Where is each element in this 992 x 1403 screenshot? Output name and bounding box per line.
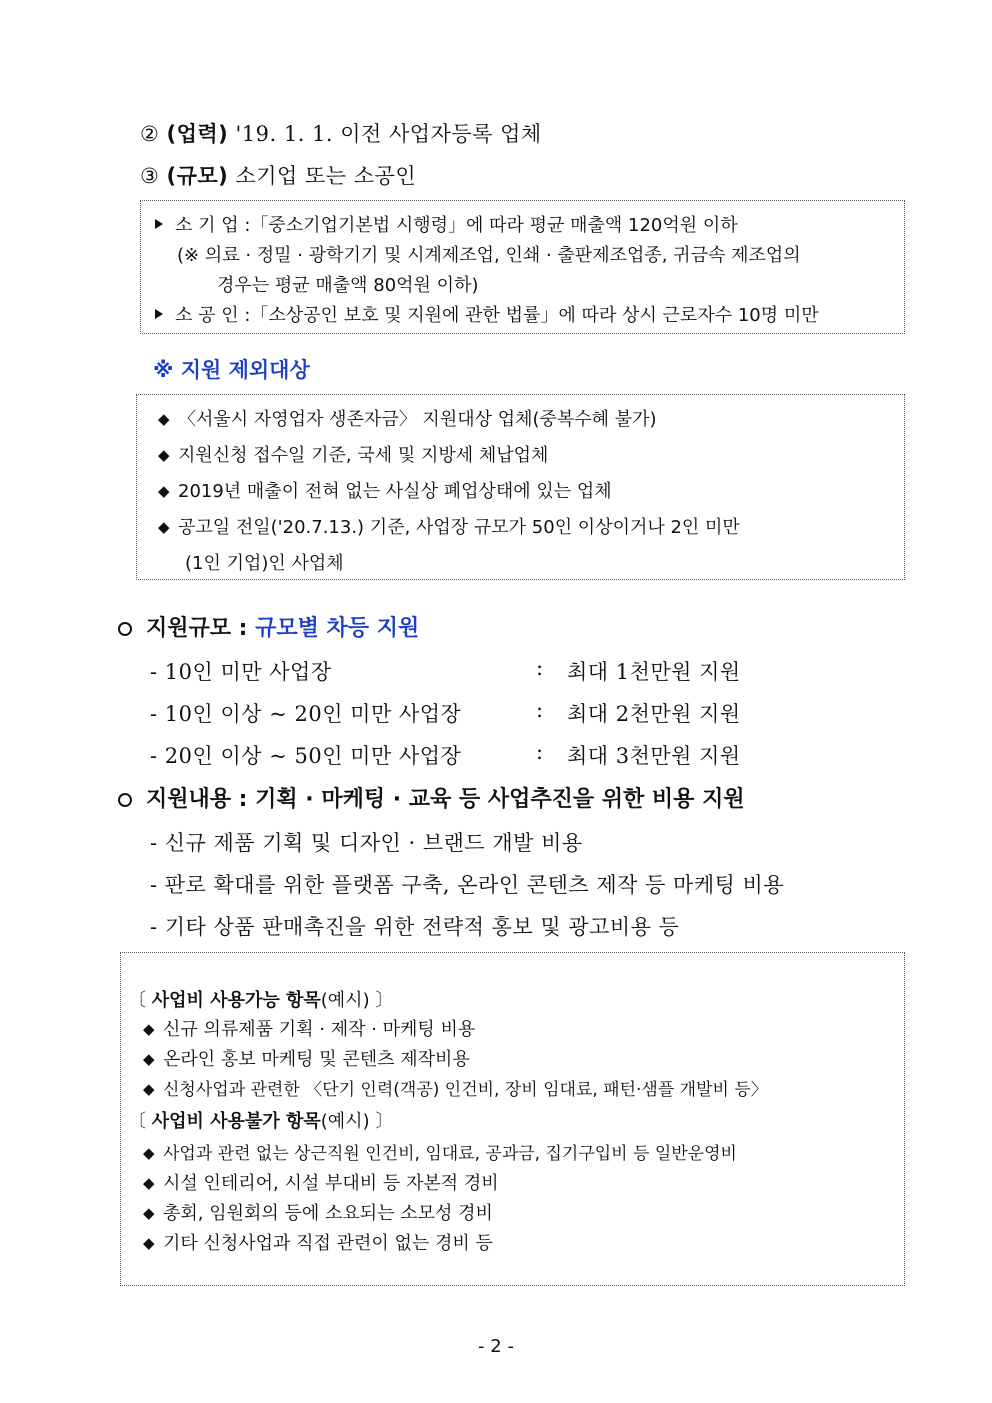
term: 소 공 인 : (175, 305, 251, 326)
exclusion-item: ◆ 〈서울시 자영업자 생존자금〉 지원대상 업체(중복수혜 불가) (158, 409, 657, 430)
eligibility-scale (140, 160, 416, 190)
diamond-bullet-icon: ◆ (143, 1174, 155, 1192)
scale-row-amount: 최대 3천만원 지원 (567, 744, 741, 768)
support-content-item: - 신규 제품 기획 및 디자인 · 브랜드 개발 비용 (150, 831, 583, 855)
allowed-item: ◆ 신청사업과 관련한 〈단기 인력(객공) 인건비, 장비 임대료, 패턴·샘플 개발비 등〉 (143, 1080, 768, 1100)
diamond-bullet-icon: ◆ (143, 1020, 155, 1038)
circled-number: ③ (140, 164, 160, 188)
exclusion-item: ◆ 2019년 매출이 전혀 없는 사실상 폐업상태에 있는 업체 (158, 481, 612, 502)
exclusion-item: ◆ 공고일 전일('20.7.13.) 기준, 사업장 규모가 50인 이상이거나 2인 미만 (158, 517, 740, 538)
scale-row-amount: 최대 2천만원 지원 (567, 702, 741, 726)
allowed-title: 〔 사업비 사용가능 항목(예시) 〕 (128, 990, 394, 1011)
diamond-bullet-icon: ◆ (158, 482, 170, 500)
scale-row-size: - 10인 이상 ~ 20인 미만 사업장 (150, 702, 462, 726)
eligibility-text: 소기업 또는 소공인 (235, 164, 417, 188)
eligibility-label: (업력) (166, 122, 229, 146)
definition-text: 「중소기업기본법 시행령」에 따라 평균 매출액 120억원 이하 (250, 215, 738, 236)
diamond-bullet-icon: ◆ (143, 1050, 155, 1068)
scale-row-amount: 최대 1천만원 지원 (567, 660, 741, 684)
exclusion-item-continued: (1인 기업)인 사업체 (185, 553, 344, 574)
diamond-bullet-icon: ◆ (143, 1204, 155, 1222)
support-content-heading (118, 782, 745, 813)
denied-title: 〔 사업비 사용불가 항목(예시) 〕 (128, 1111, 394, 1132)
diamond-bullet-icon: ◆ (143, 1234, 155, 1252)
definition-note-line2: 경우는 평균 매출액 80억원 이하) (217, 275, 479, 296)
page-number: - 2 - (478, 1336, 514, 1357)
circle-bullet-icon (118, 793, 132, 807)
definition-small-biz (155, 211, 738, 237)
triangle-bullet-icon (155, 219, 163, 229)
diamond-bullet-icon: ◆ (158, 446, 170, 464)
exclusion-title: ※ 지원 제외대상 (153, 358, 310, 382)
diamond-bullet-icon: ◆ (158, 518, 170, 536)
eligibility-career (140, 118, 542, 148)
triangle-bullet-icon (155, 309, 163, 319)
diamond-bullet-icon: ◆ (158, 410, 170, 428)
diamond-bullet-icon: ◆ (143, 1144, 155, 1162)
support-scale-label: 지원규모 : (146, 616, 248, 641)
allowed-item: ◆ 신규 의류제품 기획 · 제작 · 마케팅 비용 (143, 1019, 476, 1040)
scale-row-sep: : (536, 656, 544, 680)
support-content-value: 기획 · 마케팅 · 교육 등 사업추진을 위한 비용 지원 (255, 787, 745, 812)
scale-row-size: - 20인 이상 ~ 50인 미만 사업장 (150, 744, 462, 768)
support-scale-heading (118, 611, 419, 642)
denied-item: ◆ 기타 신청사업과 직접 관련이 없는 경비 등 (143, 1233, 493, 1254)
term: 소 기 업 : (175, 215, 251, 236)
scale-row-sep: : (536, 698, 544, 722)
eligibility-text: '19. 1. 1. 이전 사업자등록 업체 (235, 122, 542, 146)
support-scale-value: 규모별 차등 지원 (255, 616, 420, 641)
support-content-item: - 기타 상품 판매촉진을 위한 전략적 홍보 및 광고비용 등 (150, 915, 680, 939)
denied-item: ◆ 시설 인테리어, 시설 부대비 등 자본적 경비 (143, 1173, 499, 1194)
definition-text: 「소상공인 보호 및 지원에 관한 법률」에 따라 상시 근로자수 10명 미만 (250, 305, 819, 326)
exclusion-item: ◆ 지원신청 접수일 기준, 국세 및 지방세 체납업체 (158, 445, 549, 466)
diamond-bullet-icon: ◆ (143, 1080, 155, 1098)
circled-number: ② (140, 122, 160, 146)
denied-item: ◆ 총회, 임원회의 등에 소요되는 소모성 경비 (143, 1203, 493, 1224)
circle-bullet-icon (118, 622, 132, 636)
denied-item: ◆ 사업과 관련 없는 상근직원 인건비, 임대료, 공과금, 집기구입비 등 일반운영비 (143, 1144, 737, 1164)
scale-row-sep: : (536, 740, 544, 764)
scale-row-size: - 10인 미만 사업장 (150, 660, 332, 684)
support-content-item: - 판로 확대를 위한 플랫폼 구축, 온라인 콘텐츠 제작 등 마케팅 비용 (150, 873, 785, 897)
definition-note-line1: (※ 의료 · 정밀 · 광학기기 및 시계제조업, 인쇄 · 출판제조업종, 귀금속 제조업의 (177, 245, 801, 266)
eligibility-label: (규모) (166, 164, 229, 188)
support-content-label: 지원내용 : (146, 787, 248, 812)
definition-small-mfr (155, 301, 819, 327)
allowed-item: ◆ 온라인 홍보 마케팅 및 콘텐츠 제작비용 (143, 1049, 470, 1070)
